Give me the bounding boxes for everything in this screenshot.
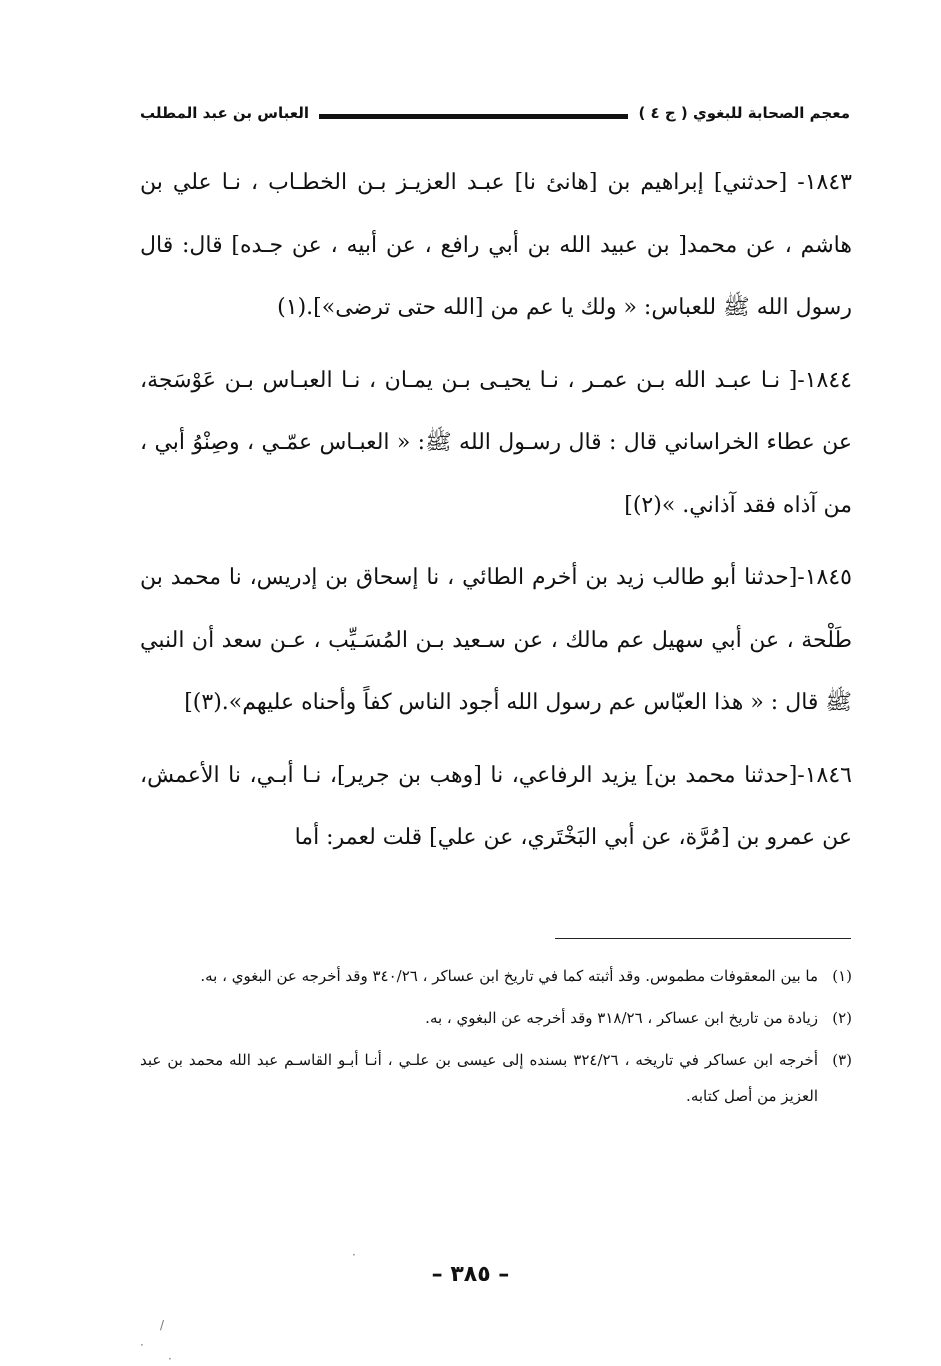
scan-speck: · (352, 1248, 356, 1262)
hadith-text: -[حدثنا محمد بن] يزيد الرفاعي، نا [وهب بن جرير]، نـا أبـي، نا الأعمش، عن عمرو بن [مُرَّة، عن أبي البَخْتَري، عن علي] قلت لعمر: أما (140, 762, 852, 850)
footnote-text: زيادة من تاريخ ابن عساكر ، ٣١٨/٢٦ وقد أخرجه عن البغوي ، به. (425, 1009, 818, 1027)
page-number: – ٣٨٥ – (431, 1262, 510, 1287)
hadith-text: -[حدثنا أبو طالب زيد بن أخرم الطائي ، نا إسحاق بن إدريس، نا محمد بن طَلْحة ، عن أبي سهيل عم مالك ، عن سـعيد بـن المُسَـيِّب ، عـن سعد أن النبي ﷺ قال : « هذا العبّاس عم رسول الله أجود الناس كفاً وأحناه عليهم».(٣)] (140, 565, 852, 715)
hadith-paragraph (140, 152, 852, 340)
footnote-marker: (٣) (832, 1051, 852, 1069)
main-text (140, 152, 852, 870)
book-title: معجم الصحابة للبغوي ( ج ٤ ) (638, 104, 850, 122)
footnotes (140, 958, 852, 1120)
hadith-number: ١٨٤٥ (804, 565, 852, 590)
hadith-number: ١٨٤٣ (804, 170, 852, 195)
scan-speck: · (168, 1352, 172, 1366)
footnote-text: ما بين المعقوفات مطموس. وقد أثبته كما في تاريخ ابن عساكر ، ٣٤٠/٢٦ وقد أخرجه عن البغوي ، به. (200, 967, 818, 985)
section-title: العباس بن عبد المطلب (140, 104, 309, 122)
footnote-separator (555, 938, 851, 939)
hadith-number: ١٨٤٤ (804, 367, 852, 393)
footnote-text: أخرجه ابن عساكر في تاريخه ، ٣٢٤/٢٦ بسنده إلى عيسى بن علـي ، أنـا أبـو القاسـم عبد الله محمد بن عبد العزيز من أصل كتابه. (140, 1051, 818, 1105)
hadith-paragraph (140, 547, 852, 735)
hadith-text: - [حدثني] إبراهيم بن [هانئ نا] عبـد العزيـز بـن الخطـاب ، نـا علي بن هاشم ، عن محمد[ بن عبيد الله بن أبي رافع ، عن أبيه ، عن جـده] قال: قال رسول الله ﷺ للعباس: « ولك يا عم من [الله حتى ترضى»].(١) (140, 170, 852, 320)
footnote (140, 1000, 852, 1036)
hadith-number: ١٨٤٦ (804, 762, 852, 788)
footnote-marker: (١) (832, 967, 852, 985)
running-header (140, 96, 850, 130)
footnote (140, 958, 852, 994)
hadith-paragraph (140, 745, 852, 870)
footnote (140, 1042, 852, 1114)
footnote-marker: (٢) (832, 1009, 852, 1027)
header-rule (319, 114, 628, 119)
hadith-paragraph (140, 350, 852, 538)
hadith-text: -[ نـا عبـد الله بـن عمـر ، نـا يحيـى بـن يمـان ، نـا العبـاس بـن عَوْسَجة، عن عطاء الخراساني قال : قال رسـول الله ﷺ: « العبـاس عمّـي ، وصِنْوُ أبي ، من آذاه فقد آذاني. »(٢)] (140, 367, 852, 518)
scan-speck: / (160, 1318, 165, 1332)
scan-speck: · (140, 1338, 144, 1352)
